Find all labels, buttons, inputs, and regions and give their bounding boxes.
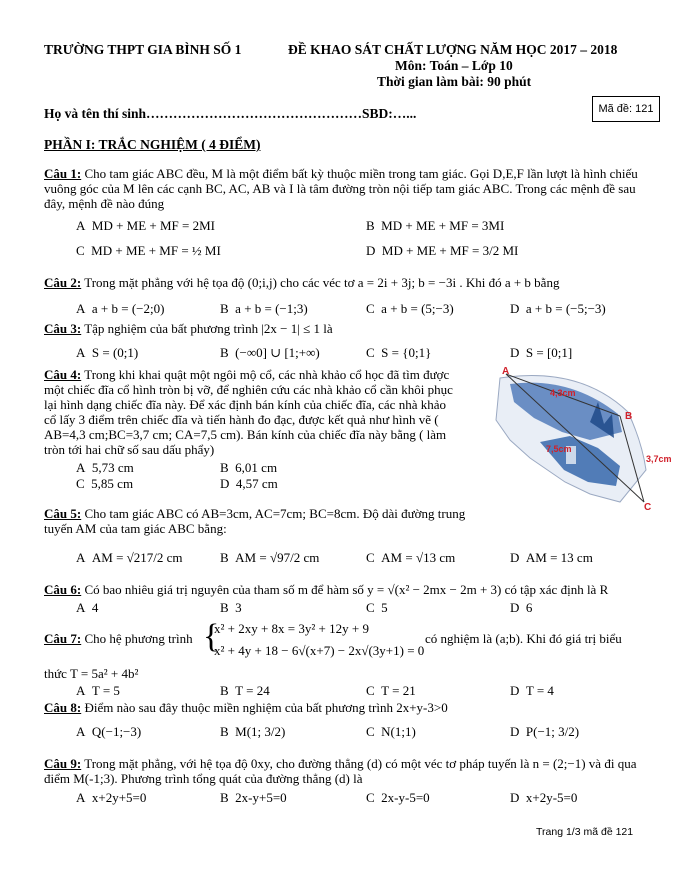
option-3d[interactable]: D S = [0;1] bbox=[510, 345, 573, 360]
option-9a[interactable]: A x+2y+5=0 bbox=[76, 790, 147, 805]
option-9d[interactable]: D x+2y-5=0 bbox=[510, 790, 578, 805]
question-text: Cho tam giác ABC đều, M là một điểm bất kỳ thuộc miền trong tam giác. Gọi D,E,F lần lượt là hình chiếu vuông góc của M lên các cạnh BC, AC, AB và I là tâm đường tròn nội tiếp tam giác ABC. Trong các mệnh đề sau đây, mệnh đề nào đúng bbox=[44, 166, 638, 211]
option-5c[interactable]: C AM = √13 cm bbox=[366, 550, 456, 565]
option-6a[interactable]: A 4 bbox=[76, 600, 99, 615]
question-label: Câu 2: bbox=[44, 275, 82, 290]
option-6b[interactable]: B 3 bbox=[220, 600, 242, 615]
question-8 bbox=[44, 700, 448, 715]
option-6d[interactable]: D 6 bbox=[510, 600, 533, 615]
question-text: Trong mặt phẳng, với hệ tọa độ 0xy, cho đường thẳng (d) có một véc tơ pháp tuyến là n = (2;−1) và đi qua điểm M(-1;3). Phương trình tổng quát của đường thẳng (d) là bbox=[44, 756, 637, 786]
option-5d[interactable]: D AM = 13 cm bbox=[510, 550, 593, 565]
option-2b[interactable]: B a + b = (−1;3) bbox=[220, 301, 308, 316]
equation-1: x² + 2xy + 8x = 3y² + 12y + 9 bbox=[214, 621, 369, 636]
length-ab: 4,3cm bbox=[550, 388, 576, 398]
option-4c[interactable]: C 5,85 cm bbox=[76, 476, 134, 491]
question-label: Câu 3: bbox=[44, 321, 82, 336]
option-5b[interactable]: B AM = √97/2 cm bbox=[220, 550, 320, 565]
question-label: Câu 4: bbox=[44, 367, 82, 382]
question-label: Câu 7: bbox=[44, 631, 82, 646]
question-7-lead bbox=[44, 631, 193, 646]
question-3 bbox=[44, 321, 333, 336]
question-text: Cho hệ phương trình bbox=[84, 631, 193, 646]
option-5a[interactable]: A AM = √217/2 cm bbox=[76, 550, 183, 565]
option-3b[interactable]: B (−∞0] ∪ [1;+∞) bbox=[220, 345, 320, 360]
part-title: PHẦN I: TRẮC NGHIỆM ( 4 ĐIỂM) bbox=[44, 137, 261, 152]
question-7-expression: thức T = 5a² + 4b² bbox=[44, 666, 139, 681]
option-9c[interactable]: C 2x-y-5=0 bbox=[366, 790, 430, 805]
option-1c[interactable]: C MD + ME + MF = ½ MI bbox=[76, 243, 221, 258]
option-7c[interactable]: C T = 21 bbox=[366, 683, 416, 698]
label-b: B bbox=[625, 411, 633, 422]
school-name: TRƯỜNG THPT GIA BÌNH SỐ 1 bbox=[44, 42, 242, 57]
option-7a[interactable]: A T = 5 bbox=[76, 683, 120, 698]
label-a: A bbox=[502, 366, 510, 377]
option-6c[interactable]: C 5 bbox=[366, 600, 388, 615]
option-2d[interactable]: D a + b = (−5;−3) bbox=[510, 301, 606, 316]
student-info-line: Họ và tên thí sinh…………………………………………SBD:…... bbox=[44, 106, 417, 121]
option-2c[interactable]: C a + b = (5;−3) bbox=[366, 301, 454, 316]
question-label: Câu 6: bbox=[44, 582, 82, 597]
question-6 bbox=[44, 582, 608, 597]
option-9b[interactable]: B 2x-y+5=0 bbox=[220, 790, 287, 805]
question-label: Câu 8: bbox=[44, 700, 82, 715]
option-1a[interactable]: A MD + ME + MF = 2MI bbox=[76, 218, 216, 233]
page-footer: Trang 1/3 mã đề 121 bbox=[536, 826, 634, 838]
option-7b[interactable]: B T = 24 bbox=[220, 683, 270, 698]
exam-title: ĐỀ KHAO SÁT CHẤT LƯỢNG NĂM HỌC 2017 – 2018 bbox=[288, 42, 618, 57]
length-bc: 3,7cm bbox=[646, 454, 672, 464]
question-text: Có bao nhiêu giá trị nguyên của tham số m để hàm số y = √(x² − 2mx − 2m + 3) có tập xác định là R bbox=[84, 582, 609, 597]
option-4d[interactable]: D 4,57 cm bbox=[220, 476, 278, 491]
option-3a[interactable]: A S = (0;1) bbox=[76, 345, 139, 360]
question-text: Cho tam giác ABC có AB=3cm, AC=7cm; BC=8cm. Độ dài đường trung tuyến AM của tam giác ABC bằng: bbox=[44, 506, 466, 536]
question-text: Tập nghiệm của bất phương trình |2x − 1| ≤ 1 là bbox=[84, 321, 333, 336]
equation-2: x² + 4y + 18 − 6√(x+7) − 2x√(3y+1) = 0 bbox=[214, 643, 425, 658]
question-2 bbox=[44, 275, 559, 290]
option-4a[interactable]: A 5,73 cm bbox=[76, 460, 134, 475]
question-5 bbox=[44, 506, 474, 536]
exam-code-box: Mã đề: 121 bbox=[592, 96, 660, 122]
option-1b[interactable]: B MD + ME + MF = 3MI bbox=[366, 218, 505, 233]
option-8b[interactable]: B M(1; 3/2) bbox=[220, 724, 286, 739]
question-7-tail: có nghiệm là (a;b). Khi đó giá trị biểu bbox=[425, 631, 622, 646]
option-7d[interactable]: D T = 4 bbox=[510, 683, 554, 698]
question-text: Trong khi khai quật một ngôi mộ cổ, các nhà khảo cổ học đã tìm được một chiếc đĩa cổ hình tròn bị vỡ, để nghiên cứu các nhà khảo cổ cần khôi phục lại hình dạng chiếc đĩa này. Để xác định bán kính của chiếc đĩa, các nhà khảo cổ lấy 3 điểm trên chiếc đĩa và tiến hành đo đạc, được kết quả như hình vẽ ( AB=4,3 cm;BC=3,7 cm; CA=7,5 cm). Bán kính của chiếc đĩa này bằng ( làm tròn tới hai chữ số sau dấu phẩy) bbox=[44, 367, 453, 457]
label-c: C bbox=[644, 502, 652, 513]
length-ca: 7,5cm bbox=[546, 444, 572, 454]
option-8c[interactable]: C N(1;1) bbox=[366, 724, 416, 739]
question-label: Câu 5: bbox=[44, 506, 82, 521]
option-8d[interactable]: D P(−1; 3/2) bbox=[510, 724, 580, 739]
question-4 bbox=[44, 367, 459, 457]
question-9 bbox=[44, 756, 644, 786]
option-3c[interactable]: C S = {0;1} bbox=[366, 345, 432, 360]
option-1d[interactable]: D MD + ME + MF = 3/2 MI bbox=[366, 243, 519, 258]
question-text: Trong mặt phẳng với hệ tọa độ (0;i,j) cho các véc tơ a = 2i + 3j; b = −3i . Khi đó a + b bằng bbox=[84, 275, 560, 290]
question-label: Câu 1: bbox=[44, 166, 82, 181]
option-8a[interactable]: A Q(−1;−3) bbox=[76, 724, 142, 739]
question-1 bbox=[44, 166, 644, 211]
duration: Thời gian làm bài: 90 phút bbox=[377, 74, 532, 89]
question-text: Điểm nào sau đây thuộc miền nghiệm của bất phương trình 2x+y-3>0 bbox=[84, 700, 448, 715]
subject: Môn: Toán – Lớp 10 bbox=[395, 58, 513, 73]
option-2a[interactable]: A a + b = (−2;0) bbox=[76, 301, 165, 316]
question-label: Câu 9: bbox=[44, 756, 82, 771]
broken-plate-figure bbox=[470, 362, 680, 522]
system-brace: { bbox=[203, 618, 220, 655]
option-4b[interactable]: B 6,01 cm bbox=[220, 460, 278, 475]
